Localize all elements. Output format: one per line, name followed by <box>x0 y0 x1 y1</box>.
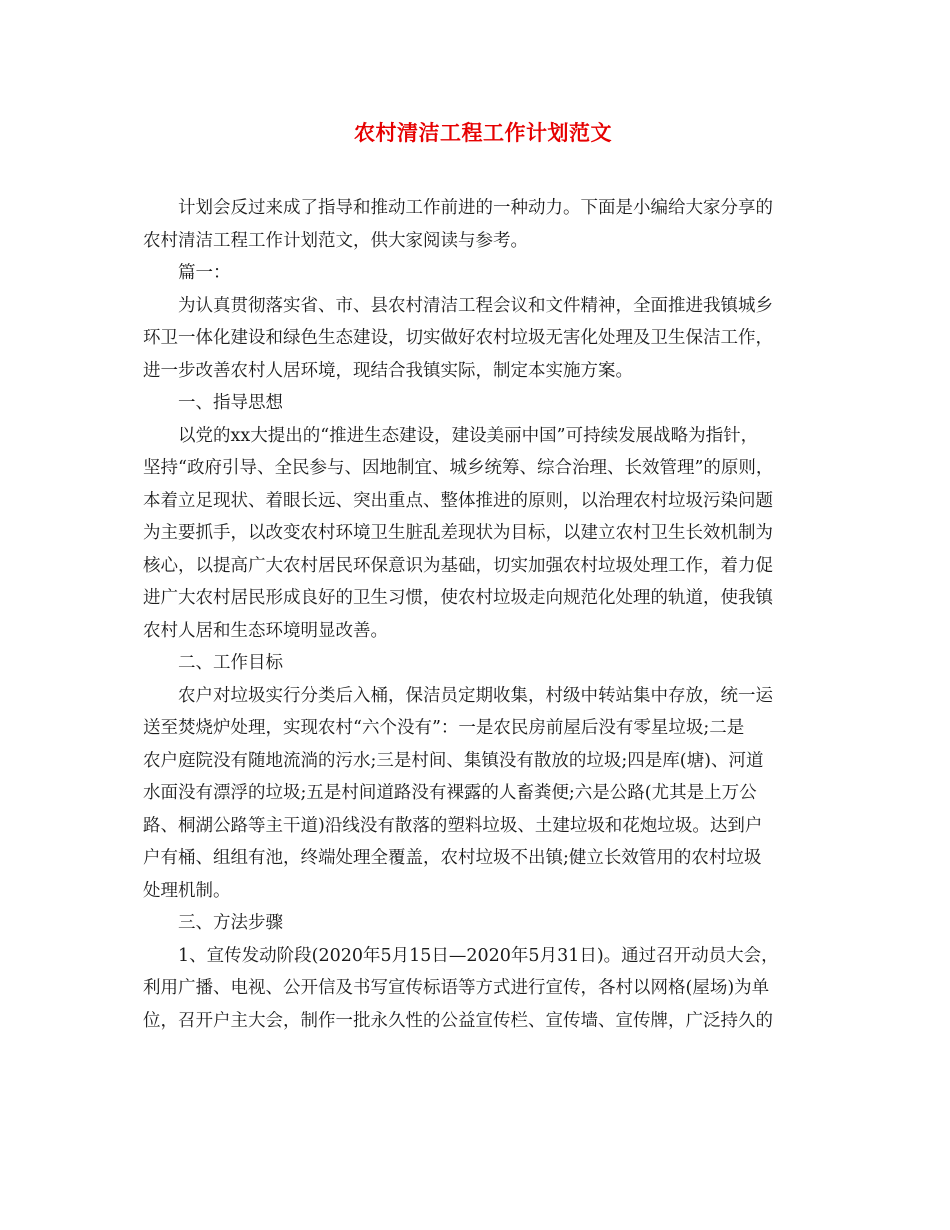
paragraph-line: 农户对垃圾实行分类后入桶，保洁员定期收集，村级中转站集中存放，统一运 <box>178 685 773 706</box>
paragraph <box>143 290 823 388</box>
paragraph <box>143 680 823 908</box>
paragraph-line: 进广大农村居民形成良好的卫生习惯，使农村垃圾走向规范化处理的轨道，使我镇 <box>143 588 773 608</box>
paragraph-line: 坚持“政府引导、全民参与、因地制宜、城乡统筹、综合治理、长效管理”的原则， <box>143 458 774 478</box>
paragraph-line: 环卫一体化建设和绿色生态建设，切实做好农村垃圾无害化处理及卫生保洁工作， <box>143 328 773 348</box>
section-heading: 一、指导思想 <box>178 393 283 413</box>
paragraph-line: 为主要抓手，以改变农村环境卫生脏乱差现状为目标，以建立农村卫生长效机制为 <box>143 523 773 543</box>
paragraph-line: 本着立足现状、着眼长远、突出重点、整体推进的原则，以治理农村垃圾污染问题 <box>143 490 773 511</box>
paragraph-line: 计划会反过来成了指导和推动工作前进的一种动力。下面是小编给大家分享的 <box>178 198 773 218</box>
section-heading: 二、工作目标 <box>178 653 283 673</box>
paragraph-line: 送至焚烧炉处理，实现农村“六个没有”：一是农民房前屋后没有零星垃圾;二是 <box>143 718 745 738</box>
paragraph-line: 户有桶、组组有池，终端处理全覆盖，农村垃圾不出镇;健立长效管用的农村垃圾 <box>143 848 762 868</box>
paragraph <box>143 192 823 257</box>
paragraph <box>143 420 823 648</box>
document-body <box>143 192 823 1037</box>
paragraph-line: 农村人居和生态环境明显改善。 <box>143 620 388 641</box>
paragraph <box>143 940 823 1038</box>
paragraph-line: 以党的xx大提出的“推进生态建设，建设美丽中国”可持续发展战略为指针， <box>178 425 759 446</box>
paragraph-line: 进一步改善农村人居环境，现结合我镇实际，制定本实施方案。 <box>143 360 633 381</box>
paragraph-line: 农户庭院没有随地流淌的污水;三是村间、集镇没有散放的垃圾;四是库(塘)、河道 <box>143 750 764 771</box>
document-title: 农村清洁工程工作计划范文 <box>354 120 612 145</box>
section-heading: 三、方法步骤 <box>178 913 283 933</box>
paragraph-line: 为认真贯彻落实省、市、县农村清洁工程会议和文件精神，全面推进我镇城乡 <box>178 295 773 316</box>
paragraph-line: 位，召开户主大会，制作一批永久性的公益宣传栏、宣传墙、宣传牌，广泛持久的 <box>143 1010 773 1031</box>
paragraph-line: 1、宣传发动阶段(2020年5月15日—2020年5月31日)。通过召开动员大会， <box>178 945 779 966</box>
paragraph-line: 农村清洁工程工作计划范文，供大家阅读与参考。 <box>143 230 528 251</box>
paragraph-line: 利用广播、电视、公开信及书写宣传标语等方式进行宣传，各村以网格(屋场)为单 <box>143 978 770 998</box>
document-page <box>143 118 823 1037</box>
section-heading: 篇一： <box>178 263 231 283</box>
paragraph-line: 水面没有漂浮的垃圾;五是村间道路没有裸露的人畜粪便;六是公路(尤其是上万公 <box>143 783 757 803</box>
paragraph-line: 处理机制。 <box>143 880 231 901</box>
paragraph-line: 路、桐湖公路等主干道)沿线没有散落的塑料垃圾、土建垃圾和花炮垃圾。达到户 <box>143 815 763 836</box>
paragraph-line: 核心，以提高广大农村居民环保意识为基础，切实加强农村垃圾处理工作，着力促 <box>143 555 773 576</box>
